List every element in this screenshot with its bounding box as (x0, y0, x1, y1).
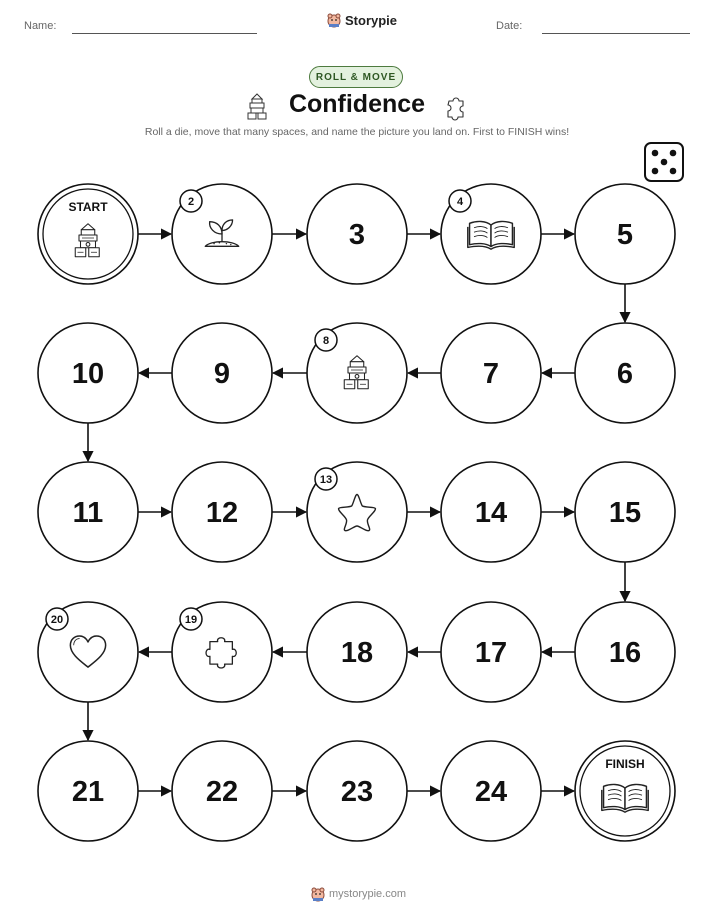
board-space-3[interactable] (307, 184, 407, 284)
board-space-17[interactable] (441, 602, 541, 702)
board-space-8[interactable] (307, 323, 407, 423)
space-number: 5 (616, 219, 634, 251)
start-label: START (68, 200, 108, 214)
puzzle-piece-icon (206, 638, 236, 668)
space-number: 23 (340, 776, 374, 808)
board-space-24[interactable] (441, 741, 541, 841)
footer-site: mystorypie.com (329, 888, 407, 900)
date-label: Date: (496, 20, 523, 32)
space-number: 12 (205, 497, 239, 529)
instructions: Roll a die, move that many spaces, and name the picture you land on. First to FINISH wins! (144, 126, 570, 138)
board-space-13[interactable] (307, 462, 407, 562)
space-number: 17 (474, 637, 508, 669)
space-number: 2 (187, 196, 195, 208)
board-space-22[interactable] (172, 741, 272, 841)
board-space-19[interactable] (172, 602, 272, 702)
board-space-12[interactable] (172, 462, 272, 562)
space-number: 14 (474, 497, 508, 529)
finish-label: FINISH (605, 757, 645, 771)
start-space[interactable] (38, 184, 138, 284)
game-tag: ROLL & MOVE (309, 66, 403, 88)
name-label: Name: (24, 20, 57, 32)
space-number: 13 (319, 474, 333, 486)
board-space-14[interactable] (441, 462, 541, 562)
space-number: 9 (213, 358, 231, 390)
space-number: 4 (456, 196, 464, 208)
space-number: 22 (205, 776, 239, 808)
board-space-11[interactable] (38, 462, 138, 562)
board-space-16[interactable] (575, 602, 675, 702)
space-number: 24 (474, 776, 508, 808)
space-number: 16 (608, 637, 642, 669)
space-number: 3 (348, 219, 366, 251)
space-number: 18 (340, 637, 374, 669)
board-space-9[interactable] (172, 323, 272, 423)
space-number: 6 (616, 358, 634, 390)
board-space-2[interactable] (172, 184, 272, 284)
board-space-23[interactable] (307, 741, 407, 841)
space-number: 7 (482, 358, 500, 390)
space-number: 8 (322, 335, 330, 347)
brand-name: Storypie (345, 12, 398, 28)
board-space-4[interactable] (441, 184, 541, 284)
die-icon (645, 143, 683, 181)
board-space-6[interactable] (575, 323, 675, 423)
space-number: 15 (608, 497, 642, 529)
footer (310, 886, 406, 902)
board-space-18[interactable] (307, 602, 407, 702)
space-number: 10 (71, 358, 105, 390)
storypie-mascot-footer-icon (310, 886, 326, 902)
board-space-5[interactable] (575, 184, 675, 284)
space-number: 20 (50, 614, 64, 626)
board-space-21[interactable] (38, 741, 138, 841)
space-number: 19 (184, 614, 198, 626)
page-title: Confidence (288, 90, 426, 118)
board-space-7[interactable] (441, 323, 541, 423)
space-number: 21 (71, 776, 105, 808)
board-space-20[interactable] (38, 602, 138, 702)
board-space-10[interactable] (38, 323, 138, 423)
space-number: 11 (72, 497, 104, 529)
finish-space[interactable] (575, 741, 675, 841)
board-space-15[interactable] (575, 462, 675, 562)
